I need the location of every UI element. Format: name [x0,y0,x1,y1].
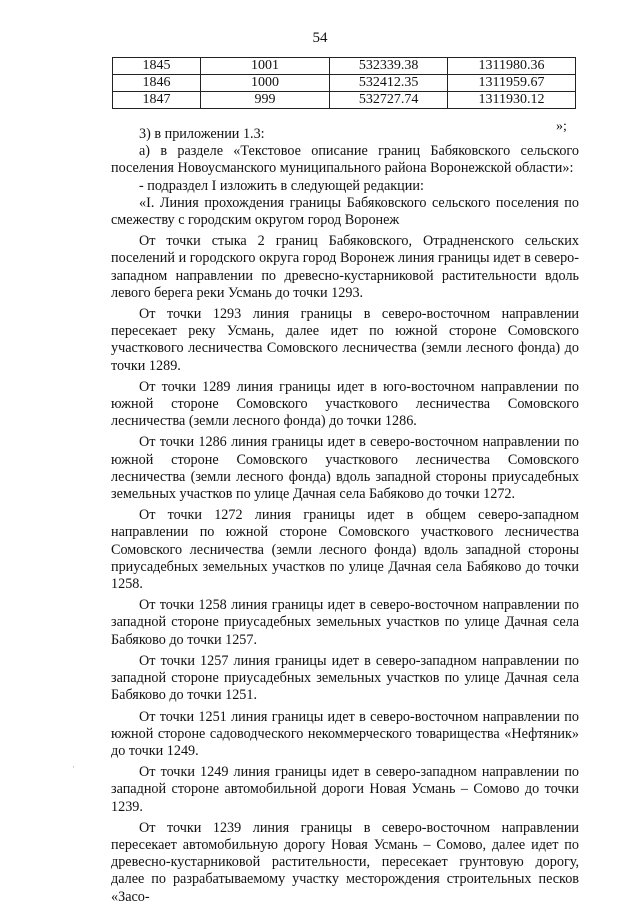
paragraph: От точки стыка 2 границ Бабяковского, Отрадненского сельских поселений и городского округа город Воронеж линия границы идет в северо-западном направлении по древесно-кустарниковой растительности вдоль левого берега реки Усмань до точки 1293. [111,233,579,301]
table-cell: 1311959.67 [448,75,576,92]
page-number: 54 [312,30,328,46]
table-cell: 1845 [113,58,201,75]
table-row [113,75,576,92]
section-heading: «I. Линия прохождения границы Бабяковского сельского поселения по смежеству с городским округом город Воронеж [111,194,579,229]
paragraph: От точки 1249 линия границы идет в северо-западном направлении по западной стороне автомобильной дороги Новая Усмань – Сомово до точки 1239. [111,764,579,815]
paragraph: От точки 1289 линия границы идет в юго-восточном направлении по южной стороне Сомовского участкового лесничества Сомовского лесничества (земли лесного фонда) до точки 1286. [111,378,579,430]
paragraph-item-3: 3) в приложении 1.3: [139,126,265,142]
table-cell: 532727.74 [330,92,448,109]
table-cell: 1311980.36 [448,58,576,75]
table-cell: 1311930.12 [448,92,576,109]
closing-quote-mark: »; [556,119,567,134]
paragraph: От точки 1286 линия границы идет в северо-восточном направлении по южной стороне Сомовского участкового лесничества Сомовского лесничества (земли лесного фонда) вдоль западной стороны приусадебных земельных участков по улице Дачная села Бабяково до точки 1272. [111,434,579,503]
paragraph-section-a: а) в разделе «Текстовое описание границ Бабяковского сельского поселения Новоусманского муниципального района Воронежской области»: [111,143,579,177]
table-cell: 1000 [200,75,329,92]
table-row [113,92,576,109]
table-cell: 532339.38 [330,58,448,75]
table-cell: 1846 [113,75,201,92]
paragraph: От точки 1293 линия границы в северо-восточном направлении пересекает реку Усмань, далее идет по южной стороне Сомовского участкового лесничества Сомовского лесничества (земли лесного фонда) до точки 1289. [111,306,579,374]
table-cell: 1001 [200,58,329,75]
paragraph: От точки 1272 линия границы идет в общем северо-западном направлении по южной стороне Сомовского участкового лесничества Сомовского лесничества (земли лесного фонда) вдоль западной стороны приусадебных земельных участков по улице Дачная села Бабяково до точки 1258. [111,507,579,593]
table-row [113,58,576,75]
scan-dot-mark: · [72,762,75,772]
coordinates-table [112,57,576,109]
paragraph-subsection-instruction: - подраздел I изложить в следующей редакции: [139,177,424,194]
paragraph: От точки 1258 линия границы идет в северо-восточном направлении по западной стороне приусадебных земельных участков по улице Дачная села Бабяково до точки 1257. [111,597,579,648]
document-body [111,126,579,906]
paragraph: От точки 1257 линия границы идет в северо-западном направлении по западной стороне приусадебных земельных участков по улице Дачная села Бабяково до точки 1251. [111,652,579,704]
paragraph: От точки 1239 линия границы в северо-восточном направлении пересекает автомобильную дорогу Новая Усмань – Сомово, далее идет по древесно-кустарниковой растительности, пересекает грунтовую дорогу, далее по разрабатываемому участку месторождения строительных песков «Засо- [111,819,579,905]
table-cell: 532412.35 [330,75,448,92]
table-cell: 999 [200,92,329,109]
table-cell: 1847 [113,92,201,109]
paragraph: От точки 1251 линия границы идет в северо-восточном направлении по южной стороне садоводческого некоммерческого товарищества «Нефтяник» до точки 1249. [111,708,579,759]
